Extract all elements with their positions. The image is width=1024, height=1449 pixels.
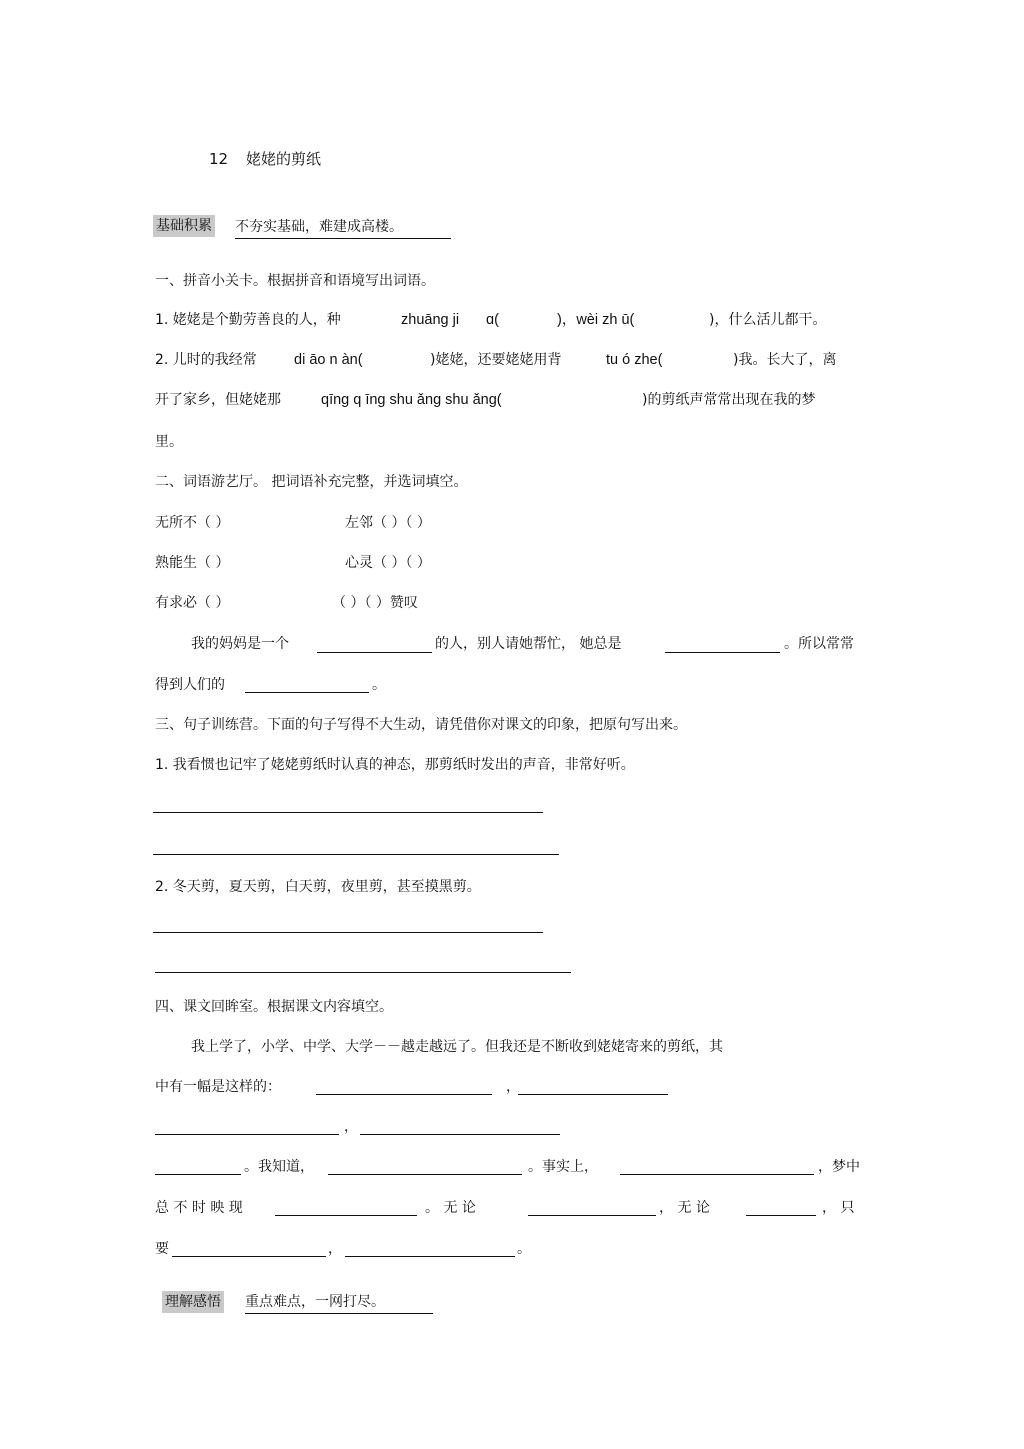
q1-line2-tail: )我。长大了，离 xyxy=(733,352,837,368)
q4-text-regardless1: 。 无 论 xyxy=(425,1200,476,1216)
q1-line1-pinyin1b: ɑ( xyxy=(486,312,499,328)
idiom-2: 左邻（ ）（ ） xyxy=(345,515,431,531)
comma: ， xyxy=(328,1241,342,1257)
blank-line[interactable] xyxy=(317,652,432,653)
q4-text-need: 要 xyxy=(155,1241,169,1257)
blank-line[interactable] xyxy=(360,1134,560,1135)
section-motto-basics: 不夯实基础，难建成高楼。 xyxy=(235,218,451,239)
q4-text-appear: 总 不 时 映 现 xyxy=(155,1200,243,1216)
q1-line3-tail: )的剪纸声常常出现在我的梦 xyxy=(642,392,816,408)
blank-line[interactable] xyxy=(155,1134,339,1135)
fill-sentence-2a: 得到人们的 xyxy=(155,677,225,693)
blank-line[interactable] xyxy=(155,1174,241,1175)
fill-sentence-1a: 我的妈妈是一个 xyxy=(191,636,289,652)
fill-sentence-1c: 。所以常常 xyxy=(784,636,854,652)
q1-line1-pinyin1: zhuāng ji xyxy=(401,312,460,328)
q1-line4-text: 里。 xyxy=(155,434,183,450)
q4-text-dream: ，梦中 xyxy=(818,1159,860,1175)
q4-text-know: 。我知道， xyxy=(244,1159,314,1175)
fill-sentence-1b: 的人，别人请她帮忙， 她总是 xyxy=(435,636,622,652)
q1-heading: 一、拼音小关卡。根据拼音和语境写出词语。 xyxy=(155,273,435,289)
idiom-3: 熟能生（ ） xyxy=(155,555,230,571)
answer-line[interactable] xyxy=(153,854,559,855)
section-motto-understanding: 重点难点，一网打尽。 xyxy=(245,1293,433,1314)
q4-paragraph-2: 中有一幅是这样的： xyxy=(155,1079,281,1095)
q1-line1-pinyin2: )，wèi zh ū( xyxy=(557,312,635,328)
q3-heading: 三、句子训练营。下面的句子写得不大生动，请凭借你对课文的印象，把原句写出来。 xyxy=(155,717,687,733)
lesson-number: 12 xyxy=(209,150,229,168)
q2-heading: 二、词语游艺厅。 把词语补充完整，并选词填空。 xyxy=(155,474,468,490)
blank-line[interactable] xyxy=(328,1174,522,1175)
q4-text-regardless2: ， 无 论 xyxy=(659,1200,710,1216)
blank-line[interactable] xyxy=(665,652,780,653)
fill-sentence-2b: 。 xyxy=(372,677,386,693)
q4-heading: 四、课文回眸室。根据课文内容填空。 xyxy=(155,999,393,1015)
section-tag-basics: 基础积累 xyxy=(153,215,215,237)
q1-line2-pinyin1: di āo n àn( xyxy=(294,352,363,368)
comma: ， xyxy=(344,1119,358,1135)
idiom-4: 心灵（ ）（ ） xyxy=(345,555,431,571)
answer-line[interactable] xyxy=(153,932,543,933)
lesson-title: 姥姥的剪纸 xyxy=(246,150,322,168)
blank-line[interactable] xyxy=(245,692,369,693)
q1-line1-text: 1. 姥姥是个勤劳善良的人，种 xyxy=(155,312,341,328)
blank-line[interactable] xyxy=(528,1215,656,1216)
blank-line[interactable] xyxy=(316,1094,492,1095)
idiom-5: 有求必（ ） xyxy=(155,595,230,611)
q4-paragraph-1: 我上学了，小学、中学、大学－－越走越远了。但我还是不断收到姥姥寄来的剪纸，其 xyxy=(191,1039,723,1055)
q3-sentence-1: 1. 我看惯也记牢了姥姥剪纸时认真的神态，那剪纸时发出的声音，非常好听。 xyxy=(155,757,635,773)
q1-line3-text: 开了家乡，但姥姥那 xyxy=(155,392,281,408)
period: 。 xyxy=(517,1241,531,1257)
idiom-1: 无所不（ ） xyxy=(155,515,230,531)
blank-line[interactable] xyxy=(172,1256,326,1257)
q4-text-fact: 。事实上， xyxy=(528,1159,598,1175)
answer-line[interactable] xyxy=(153,812,543,813)
q3-sentence-2: 2. 冬天剪，夏天剪，白天剪，夜里剪，甚至摸黑剪。 xyxy=(155,879,481,895)
comma: ， xyxy=(506,1079,520,1095)
q1-line2-text: 2. 儿时的我经常 xyxy=(155,352,257,368)
blank-line[interactable] xyxy=(275,1215,417,1216)
idiom-6: （ ）（ ）赞叹 xyxy=(332,595,418,611)
q1-line3-pinyin: qīng q īng shu ǎng shu ǎng( xyxy=(321,392,502,408)
blank-line[interactable] xyxy=(345,1256,515,1257)
blank-line[interactable] xyxy=(620,1174,814,1175)
answer-line[interactable] xyxy=(155,972,571,973)
q1-line1-tail: )，什么活儿都干。 xyxy=(709,312,827,328)
q4-text-only: ， 只 xyxy=(822,1200,855,1216)
section-tag-understanding: 理解感悟 xyxy=(162,1291,224,1313)
q1-line2-mid: )姥姥，还要姥姥用背 xyxy=(430,352,562,368)
q1-line2-pinyin2: tu ó zhe( xyxy=(606,352,663,368)
blank-line[interactable] xyxy=(746,1215,816,1216)
blank-line[interactable] xyxy=(518,1094,668,1095)
